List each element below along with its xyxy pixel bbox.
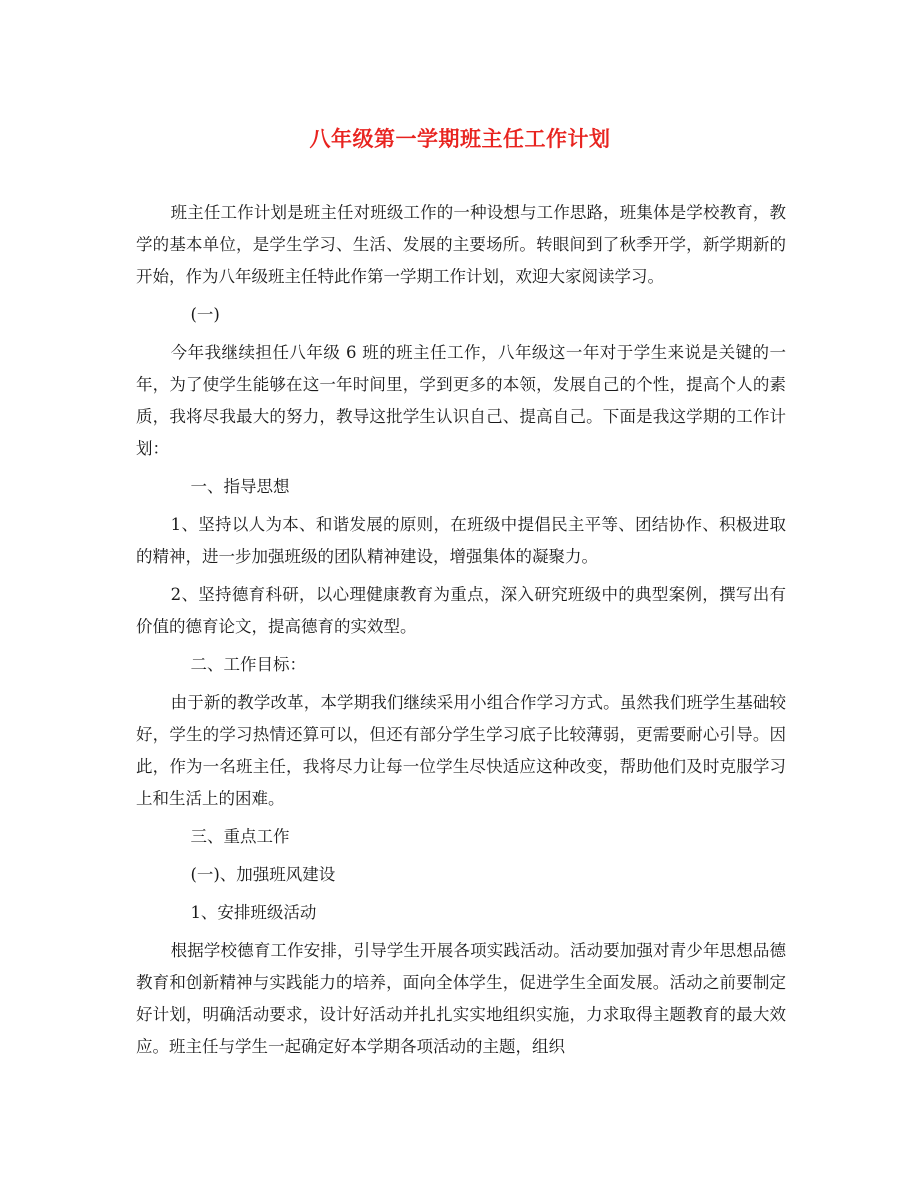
section-marker: (一)	[190, 305, 220, 324]
document-title: 八年级第一学期班主任工作计划	[309, 126, 611, 151]
body-paragraph: 1、坚持以人为本、和谐发展的原则，在班级中提倡民主平等、团结协作、积极进取的精神，进一步加强班级的团队精神建设，增强集体的凝聚力。	[136, 515, 786, 566]
section-heading: 二、工作目标：	[190, 655, 306, 674]
intro-paragraph: 班主任工作计划是班主任对班级工作的一种设想与工作思路，班集体是学校教育，教学的基本单位，是学生学习、生活、发展的主要场所。转眼间到了秋季开学，新学期新的开始，作为八年级班主任特此作第一学期工作计划，欢迎大家阅读学习。	[136, 203, 786, 286]
body-paragraph: 根据学校德育工作安排，引导学生开展各项实践活动。活动要加强对青少年思想品德教育和创新精神与实践能力的培养，面向全体学生，促进学生全面发展。活动之前要制定好计划，明确活动要求，设计好活动并扎扎实实地组织实施，力求取得主题教育的最大效应。班主任与学生一起确定好本学期各项活动的主题，组织	[136, 941, 786, 1056]
body-paragraph: 由于新的教学改革，本学期我们继续采用小组合作学习方式。虽然我们班学生基础较好，学生的学习热情还算可以，但还有部分学生学习底子比较薄弱，更需要耐心引导。因此，作为一名班主任，我将尽力让每一位学生尽快适应这种改变，帮助他们及时克服学习上和生活上的困难。	[136, 693, 786, 808]
document-body	[136, 197, 786, 1069]
section-heading: 一、指导思想	[190, 477, 290, 496]
body-paragraph: 2、坚持德育科研，以心理健康教育为重点，深入研究班级中的典型案例，撰写出有价值的德育论文，提高德育的实效型。	[136, 585, 786, 636]
section-heading: 三、重点工作	[190, 827, 290, 846]
subsection-heading: (一)、加强班风建设	[190, 865, 336, 884]
subsection-heading: 1、安排班级活动	[190, 903, 317, 922]
body-paragraph: 今年我继续担任八年级 6 班的班主任工作，八年级这一年对于学生来说是关键的一年，为了使学生能够在这一年时间里，学到更多的本领，发展自己的个性，提高个人的素质，我将尽我最大的努力，教导这批学生认识自己、提高自己。下面是我这学期的工作计划：	[136, 343, 786, 458]
